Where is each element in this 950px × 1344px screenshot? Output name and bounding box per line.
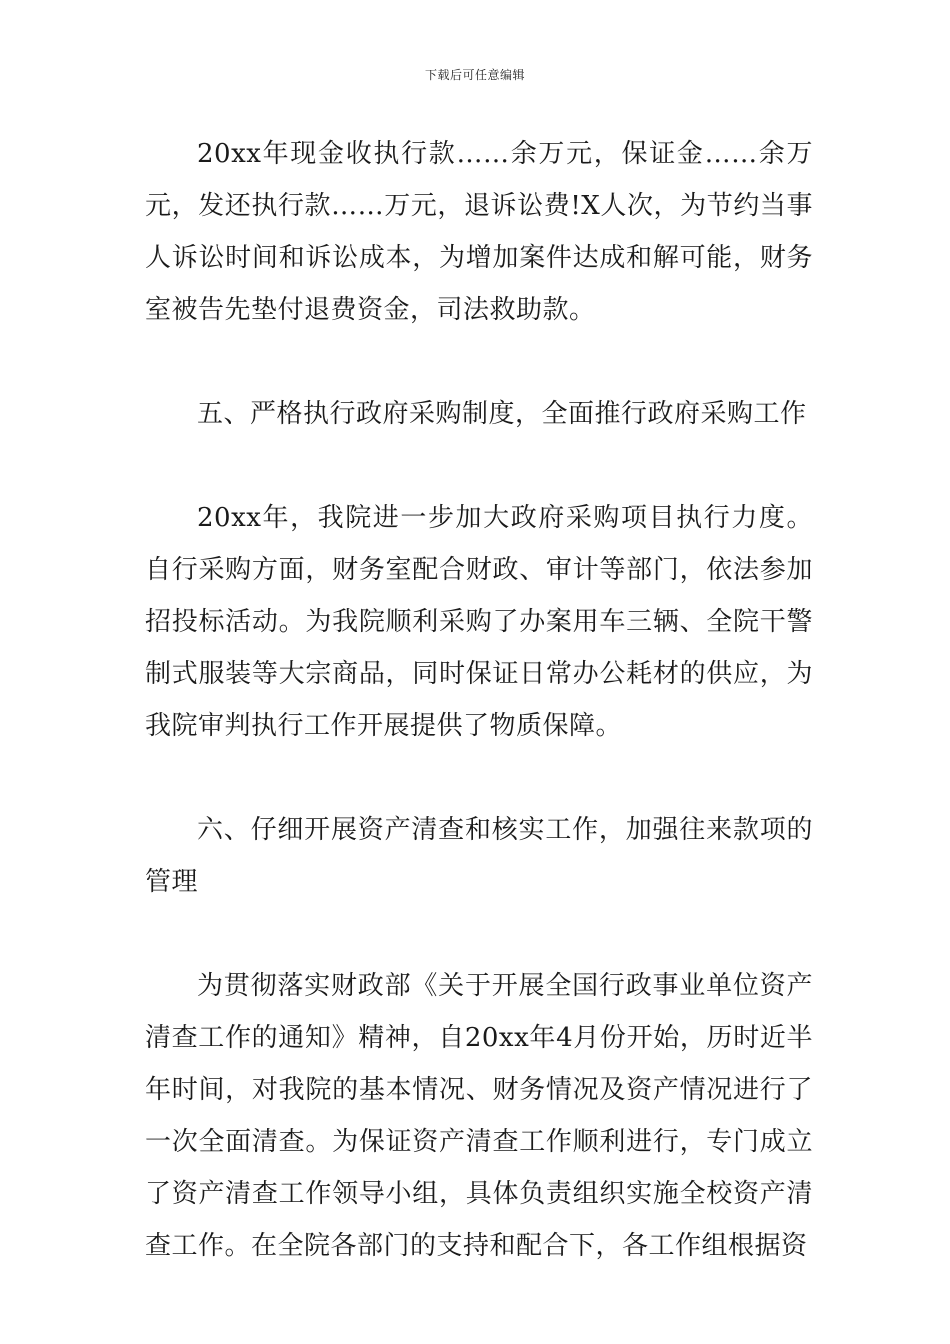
section-heading-procurement: 五、严格执行政府采购制度，全面推行政府采购工作 (197, 399, 807, 429)
paragraph-procurement: 20xx年，我院进一步加大政府采购项目执行力度。自行采购方面，财务室配合财政、审计等部门，依法参加招投标活动。为我院顺利采购了办案用车三辆、全院干警制式服装等大宗商品，同时保证日常办公耗材的供应，为我院审判执行工作开展提供了物质保障。 (145, 503, 813, 741)
paragraph-gap (145, 336, 813, 388)
paragraph-asset-check: 为贯彻落实财政部《关于开展全国行政事业单位资产清查工作的通知》精神，自20xx年4月份开始，历时近半年时间，对我院的基本情况、财务情况及资产情况进行了一次全面清查。为保证资产清查工作顺利进行，专门成立了资产清查工作领导小组，具体负责组织实施全校资产清查工作。在全院各部门的支持和配合下，各工作组根据资 (145, 971, 813, 1261)
paragraph-gap (145, 752, 813, 804)
document-body (145, 128, 813, 1272)
paragraph-cash-collection: 20xx年现金收执行款……余万元，保证金……余万元，发还执行款……万元，退诉讼费!X人次，为节约当事人诉讼时间和诉讼成本，为增加案件达成和解可能，财务室被告先垫付退费资金，司法救助款。 (145, 139, 813, 325)
paragraph-gap (145, 908, 813, 960)
header-note: 下载后可任意编辑 (424, 68, 525, 82)
paragraph-gap (145, 440, 813, 492)
section-heading-asset-check: 六、仔细开展资产清查和核实工作，加强往来款项的管理 (145, 815, 813, 897)
